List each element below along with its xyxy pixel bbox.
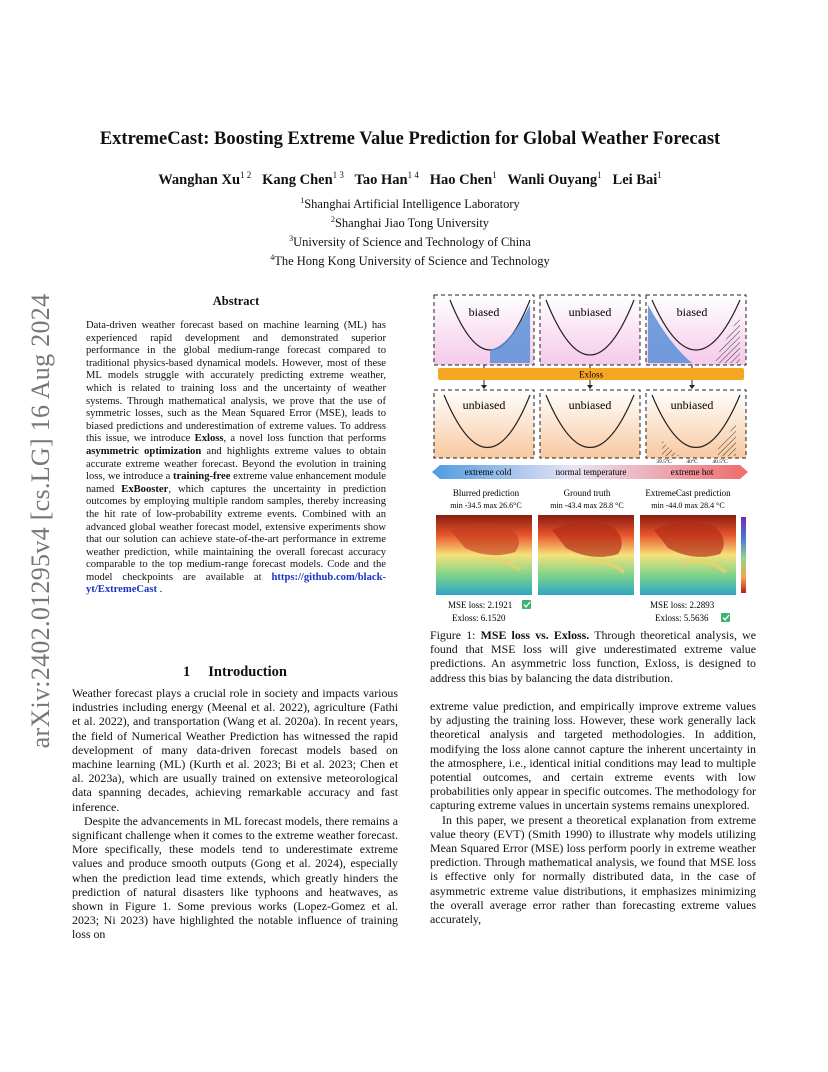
paragraph: In this paper, we present a theoretical explanation from extreme value theory (EVT) (Smith 1990) to illustrate why models utilizing Mean Squared Error (MSE) loss perform poorly in extreme weather prediction. Through mathematical analysis, we found that MSE loss is effective only for normally distributed data, in the case of asymmetric extreme value distributions, it emphasizes minimizing the overall average error rather than forecasting extreme values accurately, [430,812,756,927]
paragraph: extreme value prediction, and empirically improve extreme values by adjusting the training loss. However, these work generally lack theoretical analysis and targeted methodologies. In addition, modifying the loss alone cannot capture the inherent uncertainty in the atmosphere, i.e., identical initial conditions may lead to multiple potential outcomes, and certain extreme events with low probabilities only appear in specific outcomes. The methodology for capturing extreme values in uncertain systems remains unexplored. [430,699,756,813]
author-list: Wanghan $Xu^{1 2}$ Kang Chen$^{1 3}$ Tao Han$^{1 4}$ Hao Chen$^1$ Wanli Ouyang$^1$ Lei Bai$^1$ [158,170,662,188]
panel-label: unbiased [462,398,506,412]
bar-label: extreme hot [670,467,714,477]
check-icon [522,600,531,609]
affiliation: $^4$The Hong Kong University of Science and Technology [270,253,550,269]
exloss-metric: Exloss: 6.1520 [452,613,506,623]
figure-1 [430,290,750,625]
panel-label: biased [676,305,708,319]
paper-title: ExtremeCast: Boosting Extreme Value Prediction for Global Weather Forecast [99,129,721,149]
bottom-panel [540,390,640,458]
right-column-body [430,699,756,926]
affiliation: $^1$Shanghai Artificial Intelligence Laboratory [300,196,520,212]
panel-label: unbiased [568,398,612,412]
paragraph: Despite the advancements in ML forecast models, there remains a significant challenge when it comes to the extreme weather forecast. More specifically, these models tend to underestimate extreme values and produce smooth outputs (Gong et al. 2024), especially when the prediction lead time extends, which greatly hinders the prediction of natural disasters like typhoons and heatwaves, as shown in Figure 1. Some previous works (Lopez-Gomez et al. 2023; Ni 2023) have highlighted the notable influence of training loss on [72,813,398,942]
author: Hao Chen [429,171,493,188]
panel-label: biased [468,305,500,319]
bar-label: extreme cold [464,467,512,477]
abstract-heading: Abstract [212,294,260,308]
author: Wanli Ouyang [507,171,598,188]
bottom-panel [434,390,534,458]
author: Lei Bai [612,171,658,188]
bar-label: normal temperature [555,467,627,477]
exloss-label: Exloss [578,369,604,380]
left-column-body [72,686,398,942]
map-image [538,515,634,595]
arxiv-sidebar [21,283,61,758]
affiliation: $^2$Shanghai Jiao Tong University [330,215,490,231]
tick-label: 39.5°C [656,459,672,465]
abstract-text: Data-driven weather forecast based on machine learning (ML) has experienced rapid development and demonstrated superior performance in the global medium-range forecast compared to traditional physics-based dynamical models. However, most of these ML models struggle with accurately predicting extreme weather, which is related to training loss and the uncertainty of weather systems. Through mathematical analysis, we prove that the use of symmetric losses, such as the Mean Squared Error (MSE), leads to biased predictions and underestimation of extreme values. To address this issue, we introduce Exloss, a novel loss function that performs asymmetric optimization and highlights extreme values to obtain accurate extreme weather forecast. Beyond the evolution in training loss, we introduce a training-free extreme value enhancement module named ExBooster, which captures the uncertainty in prediction outcomes by employing multiple random samples, thereby increasing the hit rate of low-probability extreme events. Combined with an advanced global weather forecast model, extensive experiments show that our solution can achieve state-of-the-art performance in extreme weather prediction, while maintaining the overall forecast accuracy comparable to the top medium-range forecast models. Code and the model checkpoints are available at https://github.com/black-yt/ExtremeCast . [86,320,386,596]
exloss-metric: Exloss: 5.5636 [655,613,709,623]
bottom-panel [646,390,746,465]
arxiv-id: arXiv:2402.01295v4 [cs.LG] 16 Aug 2024 [26,293,55,748]
author: Wanghan Xu [158,171,241,188]
map-title: Blurred prediction [452,488,520,498]
colorbar [741,517,746,593]
section-heading: 1 Introduction [183,664,287,680]
map-range: min -44.0 max 28.4 °C [651,501,725,510]
map-title: ExtremeCast prediction [645,488,731,498]
check-icon [721,613,730,622]
map-image [640,515,736,595]
author: Tao Han [354,171,408,188]
tick-label: 40°C [686,459,698,465]
affiliation: $^3$University of Science and Technology of China [289,234,531,250]
code-link[interactable]: https://github.com/black-yt/ExtremeCast [86,571,386,596]
map-image [436,515,532,595]
mse-metric: MSE loss: 2.2893 [650,600,715,610]
figure-caption: Figure 1: MSE loss vs. Exloss. Through theoretical analysis, we found that MSE loss will give underestimated extreme value predictions. An asymmetric loss function, Exloss, is designed to address this bias by balancing the data distribution. [430,628,756,685]
top-panel [434,295,534,365]
tick-label: 40.5°C [712,459,728,465]
panel-label: unbiased [568,305,612,319]
author: Kang Chen [262,171,333,188]
paragraph: Weather forecast plays a crucial role in society and impacts various industries including energy (Meenal et al. 2022), agriculture (Fathi et al. 2022), and transportation (Wang et al. 2020a). In recent years, the field of Numerical Weather Prediction has witnessed the rapid development of many data-driven forecast models based on machine learning (ML) (Kurth et al. 2023; Bi et al. 2023; Chen et al. 2023a), which are usually trained on extensive meteorological data spanning decades, achieving remarkable accuracy and fast inference. [72,686,398,814]
top-panel [540,295,640,365]
mse-metric: MSE loss: 2.1921 [448,600,513,610]
panel-label: unbiased [670,398,714,412]
map-range: min -34.5 max 26.6°C [450,501,522,510]
top-panel [646,295,746,365]
map-title: Ground truth [563,488,611,498]
affiliations [70,193,750,270]
map-range: min -43.4 max 28.8 °C [550,501,624,510]
